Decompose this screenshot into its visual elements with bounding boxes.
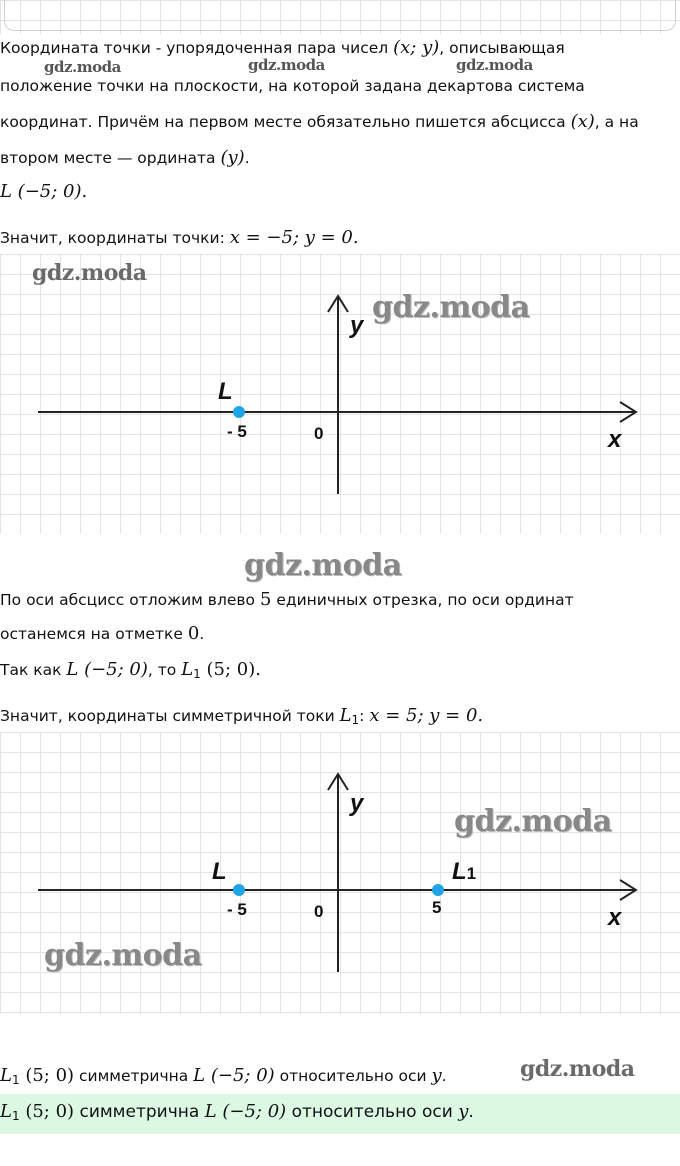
point-L [233,884,245,896]
top-grid-strip [0,0,680,34]
math-y: y [431,1065,442,1086]
tick-5: 5 [432,898,442,917]
intro-text: , а на [594,113,639,131]
intro-line-1 [0,38,565,58]
coords-text: Значит, координаты точки: [0,229,230,247]
top-frame [4,0,676,31]
point-line [0,182,87,202]
math-x: (x) [570,111,595,132]
conclusion-text: . [441,1067,447,1085]
math-coords: x = 5; y = 0. [369,705,484,726]
math-L: L (−5; 0) [193,1065,275,1086]
intro-text: положение точки на плоскости, на которой задана декартова система [0,77,585,95]
math-L1: L [0,1065,12,1086]
intro-text: Координата точки - упорядоченная пара чисел [0,39,394,57]
subscript: 1 [351,713,360,727]
point-L-label: L [218,378,233,405]
intro-line-4 [0,148,250,168]
answer-text: . [468,1102,474,1122]
origin-label: 0 [314,902,324,921]
point-L1-subscript: 1 [466,864,477,883]
watermark-logo: gdz.moda [372,290,530,325]
watermark-logo: gdz.moda [32,260,147,286]
math-xy: (x; y) [393,37,440,58]
explain-line-1 [0,590,574,610]
math-L1-coords: (5; 0). [200,659,261,680]
conclusion-text: относительно оси [274,1067,432,1085]
axes-svg-1 [0,254,680,534]
point-L1-label [452,858,476,886]
explain-text: единичных отрезка, по оси ординат [271,591,574,609]
point-L1-letter: L [452,858,467,885]
since-text: , то [147,661,182,679]
intro-text: координат. Причём на первом месте обязательно пишется абсцисса [0,113,571,131]
intro-line-2 [0,76,585,96]
explain-text: По оси абсцисс отложим влево [0,591,260,609]
math-y: y [458,1101,469,1122]
math-L: L (−5; 0) [66,659,148,680]
answer-text: симметрична [74,1102,205,1122]
coordinate-plane-1 [0,254,680,534]
x-axis-label: x [608,904,622,931]
watermark-logo: gdz.moda [456,56,533,74]
x-axis-label: x [608,426,622,453]
math-y: (y) [220,147,245,168]
intro-line-3 [0,112,639,132]
watermark-logo: gdz.moda [248,56,325,74]
since-line [0,660,261,684]
watermark-logo: gdz.moda [244,548,402,583]
sym-text: : [359,707,370,725]
sym-text: Значит, координаты симметричной токи [0,707,340,725]
tick-minus-5: - 5 [227,900,247,919]
explain-text: останемся на отметке [0,625,188,643]
coordinate-plane-2 [0,732,680,1014]
watermark-logo: gdz.moda [44,58,121,76]
intro-text: , описывающая [439,39,565,57]
math-0: 0 [187,623,200,644]
since-text: Так как [0,661,67,679]
explain-text: . [199,625,205,643]
origin-label: 0 [314,424,324,443]
point-L-label: L [212,858,227,885]
watermark-logo: gdz.moda [520,1056,635,1082]
math-L1: L [339,705,352,726]
conclusion-text: симметрична [74,1067,194,1085]
tick-minus-5: - 5 [227,422,247,441]
math-L1: L [181,659,194,680]
math-L1: L [0,1101,12,1122]
subscript: 1 [11,1073,20,1087]
sym-line [0,706,483,730]
y-axis-label: y [350,790,364,817]
math-L1-coords: (5; 0) [19,1101,75,1122]
conclusion-line [0,1066,447,1090]
math-L1-coords: (5; 0) [19,1065,75,1086]
point-L1 [432,884,444,896]
watermark-logo: gdz.moda [454,804,612,839]
explain-line-2 [0,624,204,644]
answer-line [0,1102,474,1126]
math-5: 5 [259,589,272,610]
y-axis-label: y [350,312,364,339]
intro-text: . [244,149,250,167]
subscript: 1 [193,667,201,681]
watermark-logo: gdz.moda [44,938,202,973]
coords-line [0,228,359,248]
math-coords: x = −5; y = 0. [229,227,359,248]
intro-text: втором месте — ордината [0,149,221,167]
answer-text: относительно оси [286,1102,459,1122]
math-L: L (−5; 0) [204,1101,287,1122]
subscript: 1 [11,1109,20,1123]
point-L [233,406,245,418]
math-point-L: L (−5; 0). [0,181,88,202]
